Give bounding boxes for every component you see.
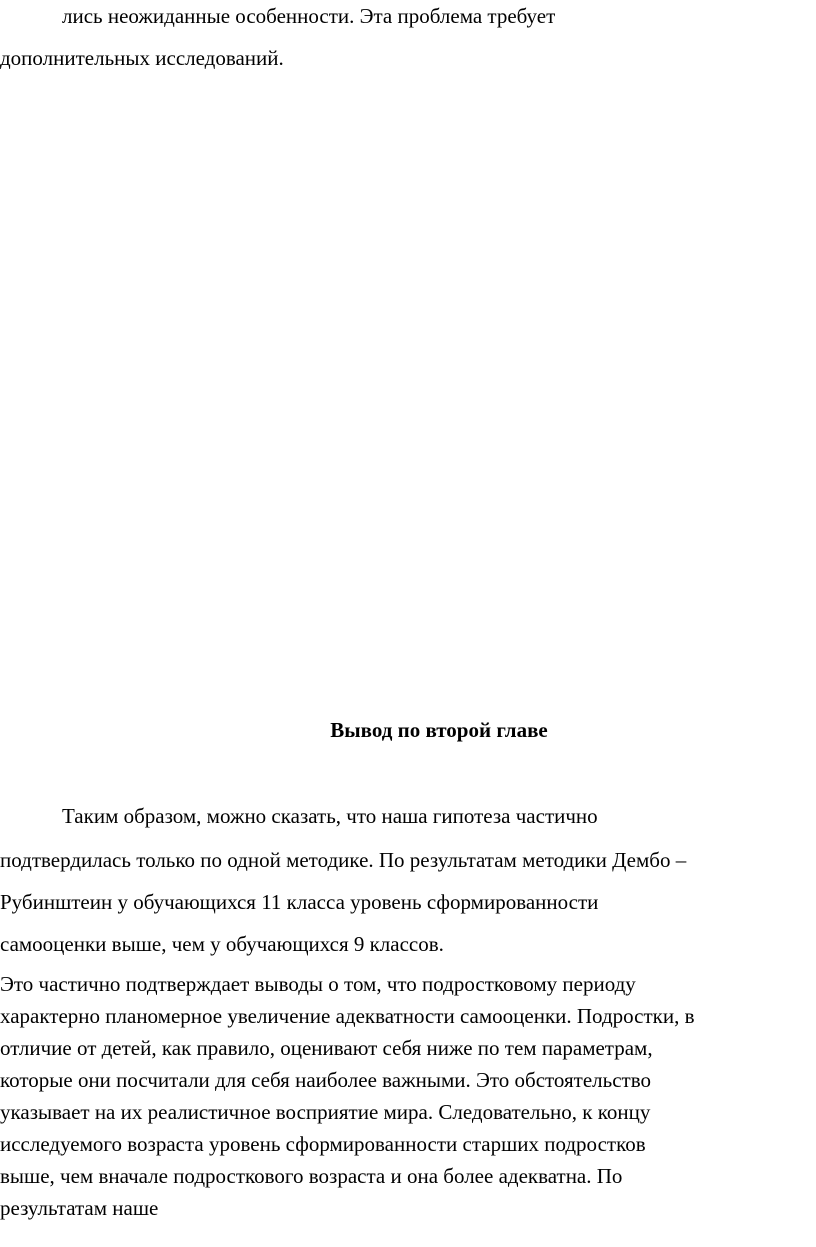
paragraph-2-line-6: исследуемого возраста уровень сформированности старших подростков (0, 1132, 646, 1156)
paragraph-1-line-3: Рубинштеин у обучающихся 11 класса уровень сформированности (0, 890, 599, 914)
paragraph-2-line-1: Это частично подтверждает выводы о том, что подростковому периоду (0, 972, 636, 996)
paragraph-2-line-8: результатам наше (0, 1196, 159, 1220)
paragraph-1-line-4: самооценки выше, чем у обучающихся 9 классов. (0, 932, 444, 956)
paragraph-1-line-1: Таким образом, можно сказать, что наша гипотеза частично (62, 804, 598, 828)
top-paragraph-line-1: лись неожиданные особенности. Эта проблема требует (62, 4, 556, 28)
section-heading: Вывод по второй главе (330, 718, 548, 742)
paragraph-2-line-2: характерно планомерное увеличение адекватности самооценки. Подростки, в (0, 1004, 695, 1028)
paragraph-2-line-7: выше, чем вначале подросткового возраста и она более адекватна. По (0, 1164, 623, 1188)
top-paragraph-line-2: дополнительных исследований. (0, 46, 284, 70)
paragraph-2-line-3: отличие от детей, как правило, оценивают себя ниже по тем параметрам, (0, 1036, 653, 1060)
paragraph-1-line-2: подтвердилась только по одной методике. По результатам методики Дембо – (0, 848, 687, 872)
paragraph-2-line-4: которые они посчитали для себя наиболее важными. Это обстоятельство (0, 1068, 651, 1092)
paragraph-2-line-5: указывает на их реалистичное восприятие мира. Следовательно, к концу (0, 1100, 651, 1124)
